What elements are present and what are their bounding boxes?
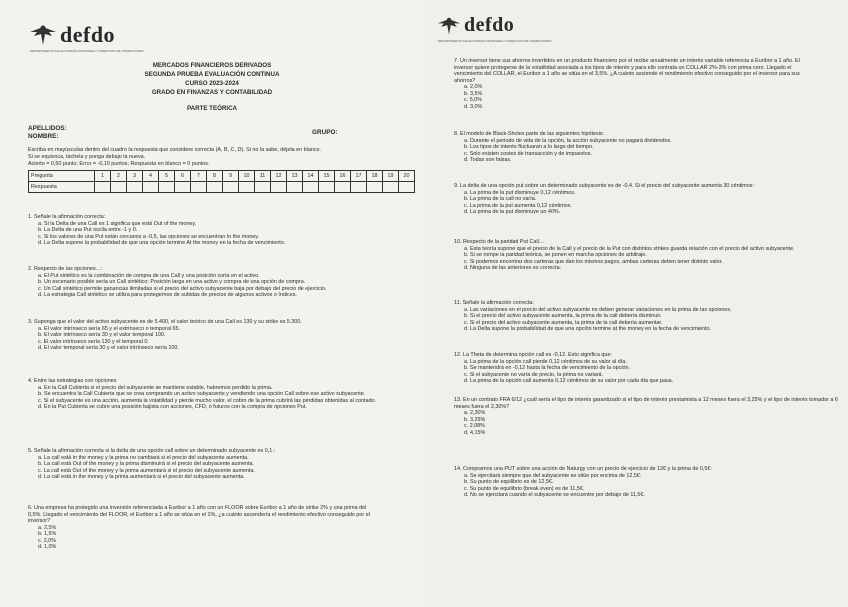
answer-cell[interactable] — [111, 182, 127, 193]
answer-cell[interactable] — [223, 182, 239, 193]
question-stem: 8. El modelo de Black-Sholes parte de las siguientes hipótesis: — [454, 131, 605, 137]
option-a: a. 2,5% — [38, 524, 57, 531]
option-c: c. 2.08% — [464, 423, 485, 429]
logo — [436, 14, 514, 37]
question-stem: 12. La Theta de determina opción call es -0,12. Esto significa que: — [454, 352, 612, 358]
answer-grid-response-row — [29, 182, 415, 193]
eagle-emblem-icon — [436, 15, 462, 37]
answer-cell[interactable] — [335, 182, 351, 193]
answer-cell[interactable] — [255, 182, 271, 193]
question-number: 3 — [127, 171, 143, 182]
option-c: c. La call está Out of the money y la prima aumentará si el precio del subyacente aumenta. — [38, 467, 255, 474]
question-14 — [454, 466, 838, 499]
option-d: d. 1,0% — [38, 544, 57, 550]
option-d: d. La Delta supone la probabilidad de que una opción termine At the money en la fecha de vencimiento. — [38, 240, 286, 246]
pregunta-label: Pregunta — [29, 171, 95, 182]
question-number: 18 — [367, 171, 383, 182]
logo-subtitle: DEPARTAMENTO DE ECONOMÍA FINANCIERA Y DIRECCIÓN DE OPERACIONES — [30, 49, 144, 53]
option-d: d. La Delta supone la probabilidad de que una opción termine at the money en la fecha de vencimiento. — [464, 326, 711, 332]
answer-cell[interactable] — [191, 182, 207, 193]
answer-grid-question-row — [29, 171, 415, 182]
grupo-label: GRUPO: — [312, 129, 338, 136]
instructions-line-2: Si se equivoca, táchela y ponga debajo la nueva. — [28, 154, 146, 160]
answer-cell[interactable] — [271, 182, 287, 193]
question-stem: 2. Respecto de las opciones…: — [28, 266, 103, 272]
option-b: b. La prima de la call no varía. — [464, 196, 537, 202]
respuesta-label: Respuesta — [29, 182, 95, 193]
question-stem: 13. En un contrato FRA 6/12 ¿cuál sería el tipo de interés garantizado si el tipo de interés prestamista a 12 meses fuera el 3,25% y el tipo de interés tomador a 6 meses fuera el 2,30%? — [454, 397, 838, 410]
answer-cell[interactable] — [95, 182, 111, 193]
question-1 — [28, 214, 408, 247]
option-b: b. Los tipos de interés fluctuaran a lo largo del tiempo. — [464, 144, 594, 150]
answer-cell[interactable] — [383, 182, 399, 193]
academic-year: CURSO 2023-2024 — [185, 80, 239, 87]
answer-cell[interactable] — [319, 182, 335, 193]
option-c: c. Solo existen costes de transacción y de impuestos. — [464, 150, 592, 157]
option-b: b. La Delta de una Put oscila entre -1 y 0. — [38, 227, 138, 233]
answer-cell[interactable] — [239, 182, 255, 193]
answer-cell[interactable] — [127, 182, 143, 193]
option-d: d. En la Put Cubierta se cubre una posición bajista con acciones, CFD, o futuros con la compra de opciones Put. — [38, 404, 307, 410]
answer-cell[interactable] — [303, 182, 319, 193]
answer-cell[interactable] — [159, 182, 175, 193]
option-d: d. La prima de la opción call aumenta 0,12 céntimos de su valor por cada día que pasa. — [464, 378, 674, 384]
instructions-line-1: Escriba en mayúsculas dentro del cuadro la respuesta que considere correcta (A, B, C, D). Si no la sabe, déjela en blanco. — [28, 147, 322, 153]
eagle-emblem-icon — [28, 23, 58, 47]
question-number: 20 — [399, 171, 415, 182]
option-d: d. No se ejercitará cuando el subyacente se encuentre por debajo de 11,5€. — [464, 492, 645, 498]
question-number: 4 — [143, 171, 159, 182]
option-d: d. La estrategia Call sintético se utiliza para protegernos de subidas de precios de algunos activos o índices. — [38, 292, 297, 298]
nombre-label: NOMBRE: — [28, 133, 59, 140]
question-number: 5 — [159, 171, 175, 182]
option-b: b. 3.25% — [464, 416, 486, 423]
question-number: 19 — [383, 171, 399, 182]
option-a: a. El Put sintético es la combinación de compra de una Call y una posición corta en el activo. — [38, 272, 260, 279]
question-stem: 7. Un inversor tiene sus ahorros invertidos en un producto financiero por el recibe anualmente un interés variable referencia a Euribor a 1 año. El inversor quiere protegerse de la volatilidad asociada a los tipos de interés y para ello contrata un COLLAR 2%-3% con prima cero. Llegado el vencimiento del COLLAR, el Euribor a 1 año se sitúa en el 3,5%. ¿A cuánto asciende el rendimiento efectivo conseguido por el inversor para sus ahorros? — [454, 58, 800, 84]
option-b: b. Se mantendrá en -0,12 hasta la fecha de vencimiento de la opción. — [464, 365, 631, 371]
option-b: b. El valor intrínseco sería 30 y el valor temporal 100. — [38, 332, 166, 338]
option-a: a. 2,30% — [464, 410, 486, 416]
course-title: MERCADOS FINANCIEROS DERIVADOS — [152, 62, 272, 69]
question-7 — [454, 58, 804, 110]
question-stem: 14. Compramos una PUT sobre una acción de Naturgy con un precio de ejercicio de 12€ y la prima de 0,5€: — [454, 466, 712, 472]
option-c: c. 5,0% — [464, 97, 482, 103]
question-stem: 11. Señale la afirmación correcta: — [454, 300, 534, 306]
part-title: PARTE TEÓRICA — [186, 105, 238, 112]
answer-cell[interactable] — [143, 182, 159, 193]
option-a: a. 2,0% — [464, 84, 483, 90]
question-number: 12 — [271, 171, 287, 182]
option-a: a. Esta teoría supone que el precio de la Call y el precio de la Put con distintos strikes guarda relación con el precio del activo subyacente. — [464, 245, 795, 252]
answer-cell[interactable] — [399, 182, 415, 193]
question-number: 7 — [191, 171, 207, 182]
option-c: c. Su punto de equilibrio (break even) es de 11,5€. — [464, 485, 585, 492]
option-a: a. Las variaciones en el precio del activo subyacente no deben generar variaciones en la prima de las opciones. — [464, 306, 732, 313]
question-number: 13 — [287, 171, 303, 182]
option-d: d. 3,0% — [464, 103, 483, 110]
option-d: d. Ninguna de las anteriores es correcta. — [464, 265, 562, 271]
question-number: 11 — [255, 171, 271, 182]
option-b: b. Se encuentra la Call Cubierta que se crea comprando un activo subyacente y vendiendo una opción Call sobre ese activo subyacente. — [38, 391, 366, 397]
option-a: a. El valor intrínseco sería 65 y el extrínseco o temporal 65. — [38, 325, 181, 332]
instructions-line-3: Acierto = 0,50 punto; Error = -0,10 puntos; Respuesta en blanco = 0 puntos. — [28, 161, 210, 167]
question-stem: 5. Señale la afirmación correcta si la delta de una opción call sobre un determinado subyacente es 0,1.: — [28, 448, 276, 454]
question-13 — [454, 397, 838, 436]
question-10 — [454, 239, 838, 272]
question-number: 8 — [207, 171, 223, 182]
exam-page-right — [424, 0, 848, 607]
option-c: c. Si el subyacente es una acción, aumenta la volatilidad y pierde mucho valor, el cobro de la prima cubrirá las pérdidas obtenidas al contado. — [38, 397, 377, 404]
question-stem: 10. Respecto de la paridad Put Call… — [454, 239, 545, 245]
question-4 — [28, 378, 408, 411]
question-number: 1 — [95, 171, 111, 182]
question-number: 17 — [351, 171, 367, 182]
question-6 — [28, 505, 378, 551]
option-c: c. Si el subyacente no varía de precio, la prima no variará. — [464, 371, 604, 378]
option-b: b. La call está Out of the money y la prima disminuirá si el precio del subyacente aumenta. — [38, 461, 255, 467]
option-b: b. 1,5% — [38, 531, 57, 537]
question-3 — [28, 319, 408, 352]
option-d: d. 4,15% — [464, 429, 486, 436]
option-c: c. Si el precio del activo subyacente aumenta, la prima de la call debería aumentar. — [464, 319, 663, 326]
answer-cell[interactable] — [175, 182, 191, 193]
option-c: c. La prima de la put aumenta 0,12 céntimos. — [464, 202, 572, 209]
option-a: a. Durante el periodo de vida de la opción, la acción subyacente no pagará dividendos. — [464, 137, 672, 144]
question-stem: 3. Suponga que el valor del activo subyacente es de 5.400, el valor teórico de una Call es 130 y su strike es 5.300. — [28, 319, 302, 325]
question-8 — [454, 131, 834, 164]
question-12 — [454, 352, 838, 385]
question-number: 2 — [111, 171, 127, 182]
option-a: a. En la Call Cubierta si el precio del subyacente se mantiene estable, habremos perdido la prima. — [38, 384, 273, 391]
question-stem: 1. Señale la afirmación correcta: — [28, 214, 106, 220]
answer-cell[interactable] — [367, 182, 383, 193]
option-a: a. Si la Delta de una Call es 1 significa que está Out of the money. — [38, 220, 197, 227]
logo-subtitle: DEPARTAMENTO DE ECONOMÍA FINANCIERA Y DIRECCIÓN DE OPERACIONES — [438, 39, 552, 43]
logo-wordmark: defdo — [464, 14, 515, 36]
answer-cell[interactable] — [287, 182, 303, 193]
question-9 — [454, 183, 834, 216]
option-c: c. Un Call sintético permite ganancias ilimitadas si el precio del activo subyacente baja por debajo del precio de ejercicio. — [38, 285, 327, 292]
question-stem: 4. Entre las estrategias con opciones — [28, 378, 117, 384]
option-b: b. Si el precio del activo subyacente aumenta, la prima de la call debería disminuir. — [464, 313, 662, 319]
degree-name: GRADO EN FINANZAS Y CONTABILIDAD — [151, 89, 273, 96]
apellidos-label: APELLIDOS: — [28, 125, 67, 132]
question-number: 15 — [319, 171, 335, 182]
logo-wordmark: defdo — [60, 22, 116, 47]
question-stem: 6. Una empresa ha protegido una inversión referenciada a Euribor a 1 año con un FLOOR sobre Euribor a 1 año de strike 2% y una prima del 0,5%. Llegado el vencimiento del FLOOR, el Euribor a 1 año se sitúa en el 1%, ¿a cuánto ascendería el rendimiento efectivo conseguido por el inversor? — [28, 505, 370, 524]
question-number: 9 — [223, 171, 239, 182]
question-stem: 9. La delta de una opción put sobre un determinado subyacente es de -0,4. Si el precio del subyacente aumenta 30 céntimos: — [454, 183, 754, 189]
question-number: 16 — [335, 171, 351, 182]
option-b: b. 3,5% — [464, 90, 483, 97]
option-a: a. Se ejercitará siempre que del subyacente se sitúe por encima de 12,5€. — [464, 472, 642, 479]
question-2 — [28, 266, 408, 299]
option-c: c. 2,0% — [38, 537, 56, 544]
option-c: c. Si podemos encontrar dos carteras que dan los mismos pagos, ambas carteras deben tener distinto valor. — [464, 258, 723, 265]
answer-cell[interactable] — [207, 182, 223, 193]
option-d: d. Todas son falsas. — [464, 157, 512, 163]
option-b: b. Un escenario posible sería un Call sintético: Posición larga en una activo y compra de una opción de compra. — [38, 279, 306, 285]
option-d: d. La prima de la put disminuye un 40%. — [464, 209, 561, 215]
question-number: 14 — [303, 171, 319, 182]
answer-grid — [28, 170, 415, 193]
question-5 — [28, 448, 408, 481]
question-number: 6 — [175, 171, 191, 182]
question-number: 10 — [239, 171, 255, 182]
answer-cell[interactable] — [351, 182, 367, 193]
option-d: d. El valor temporal sería 30 y el valor intrínseco sería 100. — [38, 345, 179, 351]
logo — [28, 22, 115, 48]
option-a: a. La prima de la opción call pierde 0,12 céntimos de su valor al día. — [464, 358, 627, 365]
option-a: a. La call está in the money y la prima no cambiará si el precio del subyacente aumenta. — [38, 454, 249, 461]
option-d: d. La call está in the money y la prima aumentará si el precio del subyacente aumenta. — [38, 474, 245, 480]
option-a: a. La prima de la put disminuye 0,12 céntimos. — [464, 189, 576, 196]
option-b: b. Si se rompe la paridad teórica, se ponen en marcha opciones de arbitraje. — [464, 252, 647, 258]
question-11 — [454, 300, 838, 333]
option-c: c. Si los valores de una Put están cercanos a -0,5, las opciones se encuentran In the money. — [38, 233, 260, 240]
option-c: c. El valor intrínseco sería 130 y el temporal 0. — [38, 338, 149, 345]
exam-title: SEGUNDA PRUEBA EVALUACIÓN CONTINUA — [144, 71, 280, 78]
option-b: b. Su punto de equilibrio es de 12,5€. — [464, 479, 554, 485]
